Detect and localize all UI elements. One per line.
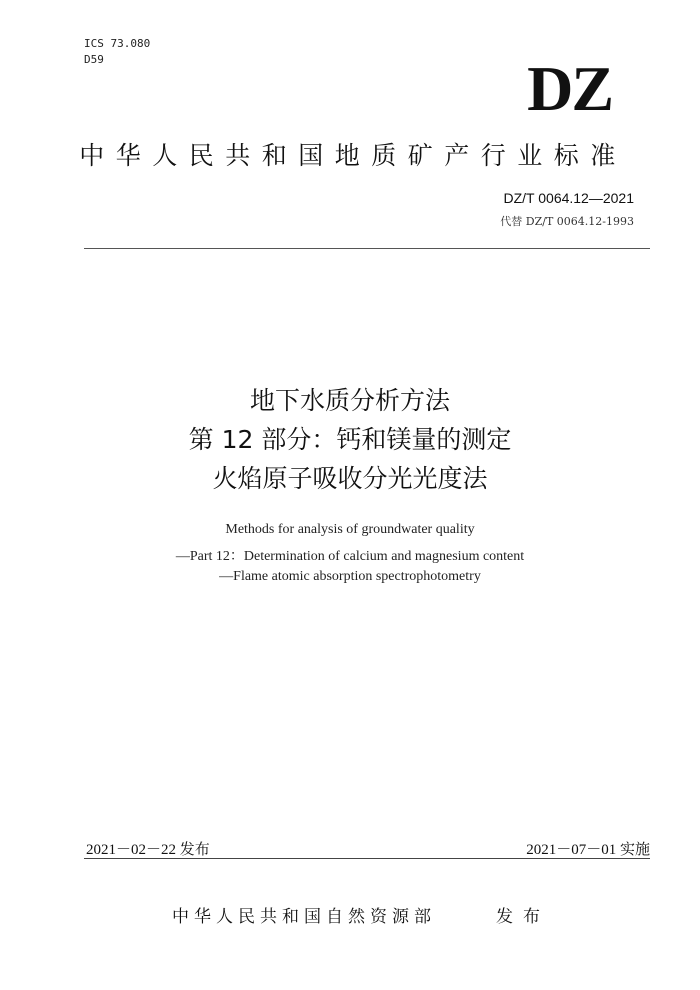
implementation-date: 2021－07－01 实施 [526, 842, 650, 858]
dz-logo-text: DZ [527, 53, 612, 118]
title-cn-line1: 地下水质分析方法 [249, 386, 450, 415]
title-cn-line2: 第 12 部分：钙和镁量的测定 [188, 425, 512, 454]
standard-number: DZ/T 0064.12—2021 [503, 190, 634, 206]
replaces-note: 代替 DZ/T 0064.12-1993 [500, 215, 634, 228]
title-en-line3: —Flame atomic absorption spectrophotometry [219, 569, 481, 584]
classification-block [84, 36, 150, 68]
top-divider [84, 248, 650, 249]
issue-label: 发布 [496, 907, 550, 927]
title-en-line1: Methods for analysis of groundwater quality [225, 522, 475, 537]
issue-date: 2021－02－22 发布 [86, 842, 210, 858]
bottom-divider [84, 858, 650, 859]
title-en-line2: —Part 12：Determination of calcium and magnesium content [175, 549, 525, 564]
issuing-ministry: 中华人民共和国自然资源部 [172, 907, 436, 927]
title-cn-line3: 火焰原子吸收分光光度法 [212, 464, 488, 493]
industry-standard-heading: 中华人民共和国地质矿产行业标准 [79, 141, 627, 170]
ics-code: ICS 73.080 [84, 37, 151, 50]
category-code: D59 [84, 53, 104, 66]
dz-logo [484, 52, 614, 118]
